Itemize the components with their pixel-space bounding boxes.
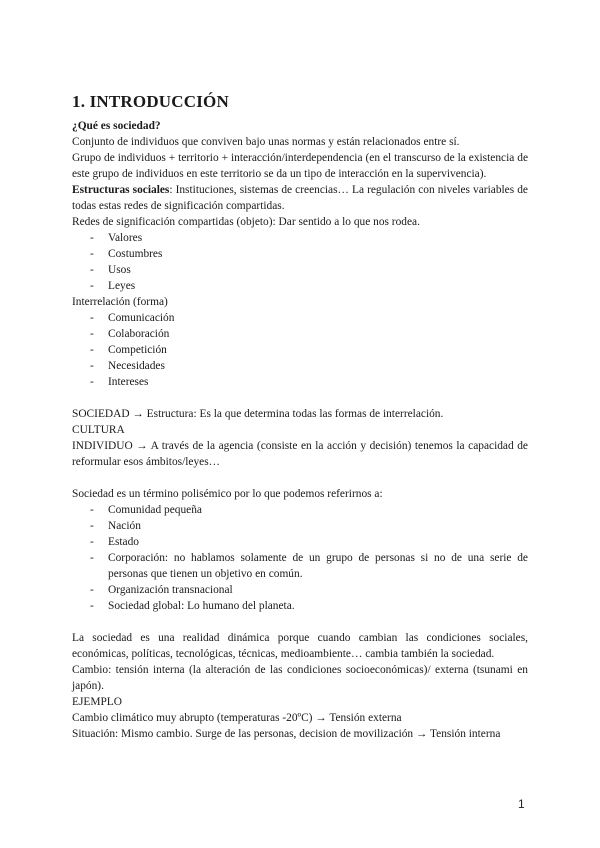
spacer	[72, 470, 528, 486]
redes-list	[72, 230, 528, 294]
definition-paragraph-2: Grupo de individuos + territorio + interacción/interdependencia (en el transcurso de la existencia de este grupo de individuos en este territorio se da un tipo de interacción en la supervivencia).	[72, 152, 528, 180]
list-item: - Leyes	[72, 278, 528, 294]
list-item: - Organización transnacional	[72, 582, 528, 598]
list-item: - Necesidades	[72, 358, 528, 374]
document-body	[72, 92, 528, 742]
interrelacion-list	[72, 310, 528, 390]
redes-paragraph: Redes de significación compartidas (objeto): Dar sentido a lo que nos rodea.	[72, 216, 420, 228]
polisemico-paragraph: Sociedad es un término polisémico por lo que podemos referirnos a:	[72, 488, 383, 500]
page-number: 1	[518, 797, 525, 811]
ejemplo-line-2: Situación: Mismo cambio. Surge de las personas, decision de movilización → Tensión interna	[72, 728, 501, 740]
estructuras-text: : Instituciones, sistemas de creencias… La regulación con niveles variables de todas estas redes de significación compartidas.	[72, 184, 528, 212]
list-item: - Comunicación	[72, 310, 528, 326]
list-item: - Valores	[72, 230, 528, 246]
list-item: - Comunidad pequeña	[72, 502, 528, 518]
list-item: - Estado	[72, 534, 528, 550]
spacer	[72, 390, 528, 406]
dinamica-paragraph: La sociedad es una realidad dinámica porque cuando cambian las condiciones sociales, económicas, políticas, tecnológicas, técnicas, medioambiente… cambia también la sociedad.	[72, 632, 528, 660]
interrelacion-heading: Interrelación (forma)	[72, 296, 168, 308]
polisemico-list	[72, 502, 528, 614]
individuo-paragraph: INDIVIDUO → A través de la agencia (consiste en la acción y decisión) tenemos la capacidad de reformular esos ámbitos/leyes…	[72, 440, 528, 468]
question-heading: ¿Qué es sociedad?	[72, 120, 161, 132]
list-item: - Competición	[72, 342, 528, 358]
section-title: 1. INTRODUCCIÓN	[72, 92, 229, 111]
list-item: - Usos	[72, 262, 528, 278]
list-item: - Intereses	[72, 374, 528, 390]
definition-paragraph-1: Conjunto de individuos que conviven bajo unas normas y están relacionados entre sí.	[72, 136, 460, 148]
list-item: - Sociedad global: Lo humano del planeta.	[72, 598, 528, 614]
ejemplo-heading: EJEMPLO	[72, 696, 122, 708]
list-item: - Corporación: no hablamos solamente de un grupo de personas si no de una serie de personas que tienen un objetivo en común.	[72, 550, 528, 582]
list-item: - Costumbres	[72, 246, 528, 262]
list-item: - Colaboración	[72, 326, 528, 342]
cultura-line: CULTURA	[72, 424, 125, 436]
sociedad-line: SOCIEDAD → Estructura: Es la que determina todas las formas de interrelación.	[72, 408, 444, 420]
cambio-paragraph: Cambio: tensión interna (la alteración de las condiciones socioeconómicas)/ externa (tsunami en japón).	[72, 664, 528, 692]
estructuras-label: Estructuras sociales	[72, 184, 170, 196]
estructuras-paragraph	[72, 182, 528, 214]
list-item: - Nación	[72, 518, 528, 534]
spacer	[72, 614, 528, 630]
ejemplo-line-1: Cambio climático muy abrupto (temperaturas -20ºC) → Tensión externa	[72, 712, 402, 724]
